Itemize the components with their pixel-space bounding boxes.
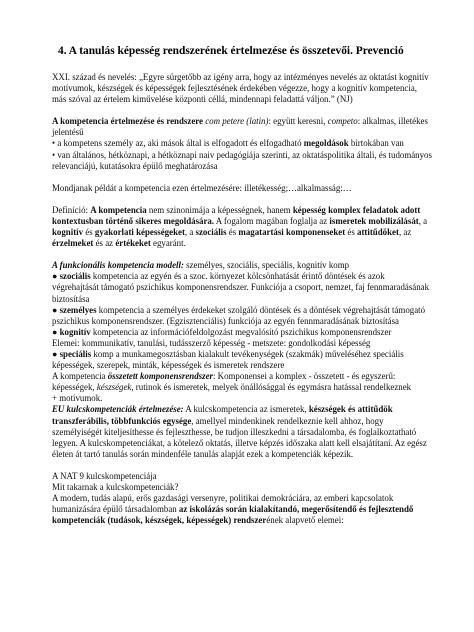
- page-title: 4. A tanulás képesség rendszerének értelmezése és összetevői. Prevenció: [58, 45, 404, 57]
- cognitive-competence-item: ● kognitív kompetencia az információfeldolgozást megvalósító pszichikus komponensrendszer: [52, 326, 392, 337]
- example-prompt: Mondjanak példát a kompetencia ezen értelmezésére: illetékesség;…alkalmasság:…: [52, 182, 352, 193]
- eu-key-competences-paragraph: EU kulcskompetenciák értelmezése: A kulcskompetencia az ismeretek, készségek és attitűdök transzferábilis, többfunkciós egysége, amellyel mindenkinek rendelkeznie kell ahhoz, hogy személyiségét kiteljesíthesse és fejleszthesse, be tudjon illeszkedni a társadalomba, és foglalkoztatható legyen. A kulcskompetenciákat, a kötelező oktatás, illetve képzés időszaka alatt kell elsajátítani. Az egész életen át tartó tanulás során mindenféle tanulás alapját ezek a kompetenciák képezik.: [52, 404, 427, 459]
- nat-paragraph: A modern, tudás alapú, erős gazdasági versenyre, politikai demokráciára, az emberi kapcsolatok humanizására épülő társadalomban az iskolázás során kialakítandó, megerősítendő és fejlesztendő kompetenciák (tudások, készségek, képességek) rendszerének alapvető elemei:: [52, 493, 414, 526]
- social-competence-item: ● szociális kompetencia az egyén és a szoc. környezet kölcsönhatását érintő döntések és azok végrehajtását támogató pszichikus komponensrendszer. Funkciója a csoport, nemzet, faj fennmaradásának biztosítása: [52, 271, 430, 304]
- competence-bullet-2: • van általános, hétköznapi, a hétköznapi naiv pedagógiája szerinti, az oktatáspolitika általi, és tudományos relevanciájú, kutatásokra épülő meghatározása: [52, 149, 432, 171]
- component-system-paragraph: A kompetencia összetett komponensrendszer: Komponensei a komplex - összetett - és egyszerű: képességek, készségek, rutinok és ismeretek, melyek önállósággal és egymásra hatással rendelkeznek: [52, 371, 412, 393]
- definition-paragraph: Definíció: A kompetencia nem szinonimája a képességnek, hanem képesség komplex feladatok adott kontextusban történő sikeres megoldására. A fogalom magában foglalja az ismeretek mobilizálását, a kognitív és gyakorlati képességeket, a szociális és magatartási komponenseket és attitűdöket, az érzelmeket és az értékeket egyaránt.: [52, 204, 428, 249]
- nat-heading: A NAT 9 kulcskompetenciája: [52, 470, 157, 481]
- elements-line: Elemei: kommunikatív, tanulási, tudásszerző képesség - metszete: gondolkodási képesség: [52, 337, 371, 348]
- special-competence-item: ● speciális komp a munkamegosztásban kialakult tevékenységek (szakmák) műveléséhez speciális képességek, szerepek, minták, képességek és ismeretek rendszere: [52, 348, 404, 371]
- intro-quote: XXI. század és nevelés: „Egyre sürgetőbb az igény arra, hogy az intézményes nevelés az oktatást kognitív motívumok, készségek és képességek fejlesztésének érdekében végezze, hogy a kognitív kompetencia, más szóval az értelem kiművelése központi céllá, mindennapi feladattá váljon.” (NJ): [52, 72, 429, 105]
- functional-model-heading: A funkcionális kompetencia modell: személyes, szociális, speciális, kognitív komp: [52, 260, 350, 271]
- competence-bullet-1: • a kompetens személy az, aki mások által is elfogadott és elfogadható megoldások birtokában van: [52, 138, 404, 149]
- motives-line: + motívumok.: [52, 393, 103, 404]
- nat-question: Mit takarnak a kulcskompetenciák?: [52, 482, 179, 492]
- personal-competence-item: ● személyes kompetencia a személyes érdekeket szolgáló döntések és a döntések végrehajtását támogató pszichikus komponensrendszer. (Egzisztenciális) funkciója az egyén fennmaradásának biztosítása: [52, 304, 426, 326]
- competence-definition-heading: A kompetencia értelmezése és rendszere com petere (latin): együtt keresni, competo: alkalmas, illetékes jelentésű: [52, 116, 428, 138]
